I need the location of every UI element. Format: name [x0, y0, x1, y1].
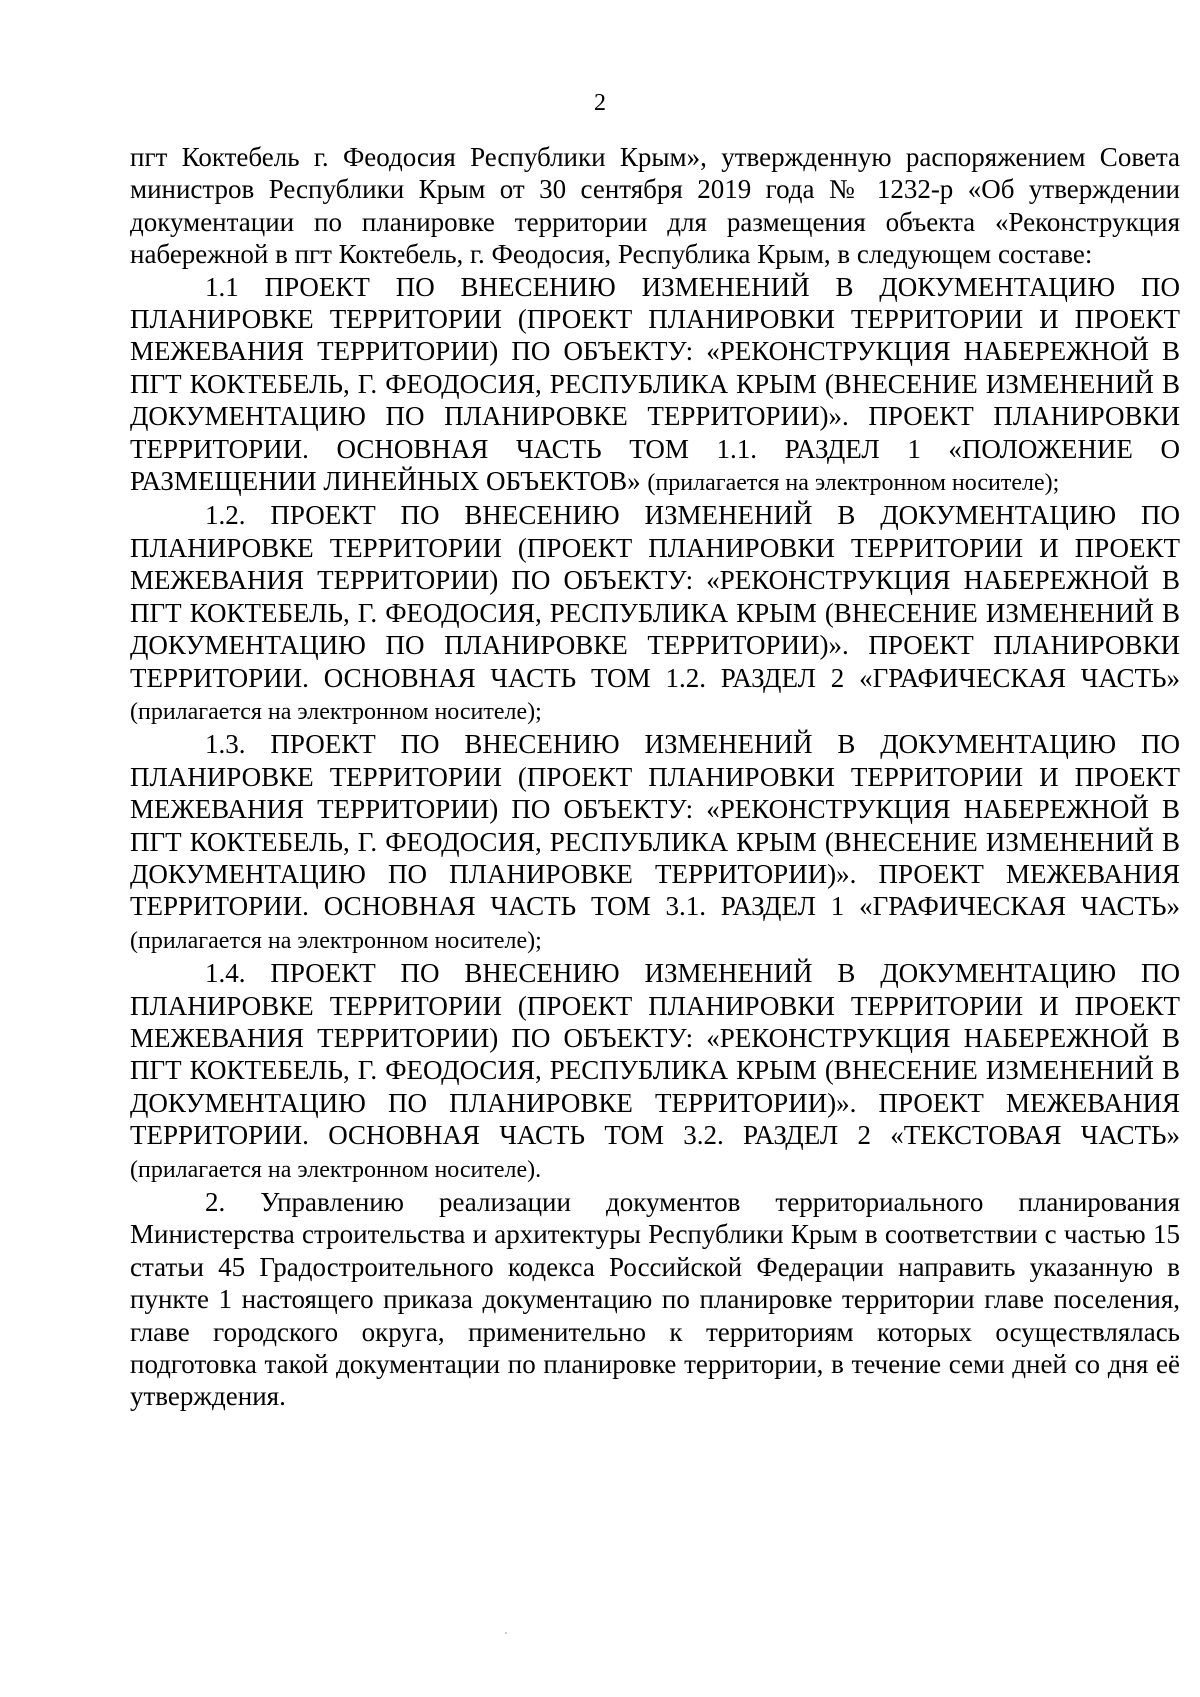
list-item-1-3 [130, 728, 1180, 957]
document-body [130, 141, 1180, 1413]
list-item-1-4 [130, 957, 1180, 1186]
item-number: 1.3. [205, 729, 246, 760]
item-tail-text: (прилагается на электронном носителе); [647, 470, 1060, 497]
list-item-1-1 [130, 271, 1180, 500]
item-number: 1.4. [205, 958, 246, 989]
item-caps-text: ПРОЕКТ ПО ВНЕСЕНИЮ ИЗМЕНЕНИЙ В ДОКУМЕНТАЦИЮ ПО ПЛАНИРОВКЕ ТЕРРИТОРИИ (ПРОЕКТ ПЛАНИРОВКИ ТЕРРИТОРИИ И ПРОЕКТ МЕЖЕВАНИЯ ТЕРРИТОРИИ) ПО ОБЪЕКТУ: «РЕКОНСТРУКЦИЯ НАБЕРЕЖНОЙ В ПГТ КОКТЕБЕЛЬ, Г. ФЕОДОСИЯ, РЕСПУБЛИКА КРЫМ (ВНЕСЕНИЕ ИЗМЕНЕНИЙ В ДОКУМЕНТАЦИЮ ПО ПЛАНИРОВКЕ ТЕРРИТОРИИ)». ПРОЕКТ МЕЖЕВАНИЯ ТЕРРИТОРИИ. ОСНОВНАЯ ЧАСТЬ ТОМ 3.2. РАЗДЕЛ 2 «ТЕКСТОВАЯ ЧАСТЬ» [130, 958, 1180, 1151]
item-caps-text: ПРОЕКТ ПО ВНЕСЕНИЮ ИЗМЕНЕНИЙ В ДОКУМЕНТАЦИЮ ПО ПЛАНИРОВКЕ ТЕРРИТОРИИ (ПРОЕКТ ПЛАНИРОВКИ ТЕРРИТОРИИ И ПРОЕКТ МЕЖЕВАНИЯ ТЕРРИТОРИИ) ПО ОБЪЕКТУ: «РЕКОНСТРУКЦИЯ НАБЕРЕЖНОЙ В ПГТ КОКТЕБЕЛЬ, Г. ФЕОДОСИЯ, РЕСПУБЛИКА КРЫМ (ВНЕСЕНИЕ ИЗМЕНЕНИЙ В ДОКУМЕНТАЦИЮ ПО ПЛАНИРОВКЕ ТЕРРИТОРИИ)». ПРОЕКТ ПЛАНИРОВКИ ТЕРРИТОРИИ. ОСНОВНАЯ ЧАСТЬ ТОМ 1.1. РАЗДЕЛ 1 «ПОЛОЖЕНИЕ О РАЗМЕЩЕНИИ ЛИНЕЙНЫХ ОБЪЕКТОВ» [130, 271, 1181, 497]
item-caps-text: ПРОЕКТ ПО ВНЕСЕНИЮ ИЗМЕНЕНИЙ В ДОКУМЕНТАЦИЮ ПО ПЛАНИРОВКЕ ТЕРРИТОРИИ (ПРОЕКТ ПЛАНИРОВКИ ТЕРРИТОРИИ И ПРОЕКТ МЕЖЕВАНИЯ ТЕРРИТОРИИ) ПО ОБЪЕКТУ: «РЕКОНСТРУКЦИЯ НАБЕРЕЖНОЙ В ПГТ КОКТЕБЕЛЬ, Г. ФЕОДОСИЯ, РЕСПУБЛИКА КРЫМ (ВНЕСЕНИЕ ИЗМЕНЕНИЙ В ДОКУМЕНТАЦИЮ ПО ПЛАНИРОВКЕ ТЕРРИТОРИИ)». ПРОЕКТ ПЛАНИРОВКИ ТЕРРИТОРИИ. ОСНОВНАЯ ЧАСТЬ ТОМ 1.2. РАЗДЕЛ 2 «ГРАФИЧЕСКАЯ ЧАСТЬ» [130, 500, 1180, 693]
item-number: 1.2. [205, 500, 246, 531]
list-item-1-2 [130, 499, 1180, 728]
item-tail-text: (прилагается на электронном носителе). [130, 1156, 542, 1183]
item-number: 1.1 [205, 271, 239, 302]
section-number: 2. [205, 1187, 226, 1217]
section-text: Управлению реализации документов территориального планирования Министерства строительства и архитектуры Республики Крым в соответствии с частью 15 статьи 45 Градостроительного кодекса Российской Федерации направить указанную в пункте 1 настоящего приказа документацию по планировке территории главе поселения, главе городского округа, применительно к территориям которых осуществлялась подготовка такой документации по планировке территории, в течение семи дней со дня её утверждения. [130, 1187, 1180, 1412]
item-tail-text: (прилагается на электронном носителе); [130, 927, 542, 954]
item-caps-text: ПРОЕКТ ПО ВНЕСЕНИЮ ИЗМЕНЕНИЙ В ДОКУМЕНТАЦИЮ ПО ПЛАНИРОВКЕ ТЕРРИТОРИИ (ПРОЕКТ ПЛАНИРОВКИ ТЕРРИТОРИИ И ПРОЕКТ МЕЖЕВАНИЯ ТЕРРИТОРИИ) ПО ОБЪЕКТУ: «РЕКОНСТРУКЦИЯ НАБЕРЕЖНОЙ В ПГТ КОКТЕБЕЛЬ, Г. ФЕОДОСИЯ, РЕСПУБЛИКА КРЫМ (ВНЕСЕНИЕ ИЗМЕНЕНИЙ В ДОКУМЕНТАЦИЮ ПО ПЛАНИРОВКЕ ТЕРРИТОРИИ)». ПРОЕКТ МЕЖЕВАНИЯ ТЕРРИТОРИИ. ОСНОВНАЯ ЧАСТЬ ТОМ 3.1. РАЗДЕЛ 1 «ГРАФИЧЕСКАЯ ЧАСТЬ» [130, 729, 1180, 922]
intro-paragraph: пгт Коктебель г. Феодосия Республики Крым», утвержденную распоряжением Совета министров Республики Крым от 30 сентября 2019 года № 1232-р «Об утверждении документации по планировке территории для размещения объекта «Реконструкция набережной в пгт Коктебель, г. Феодосия, Республика Крым, в следующем составе: [130, 142, 1180, 270]
item-tail-text: (прилагается на электронном носителе); [130, 698, 542, 725]
page-number: 2 [594, 90, 606, 116]
scan-mark [505, 1632, 507, 1634]
section-2-paragraph [130, 1186, 1180, 1413]
